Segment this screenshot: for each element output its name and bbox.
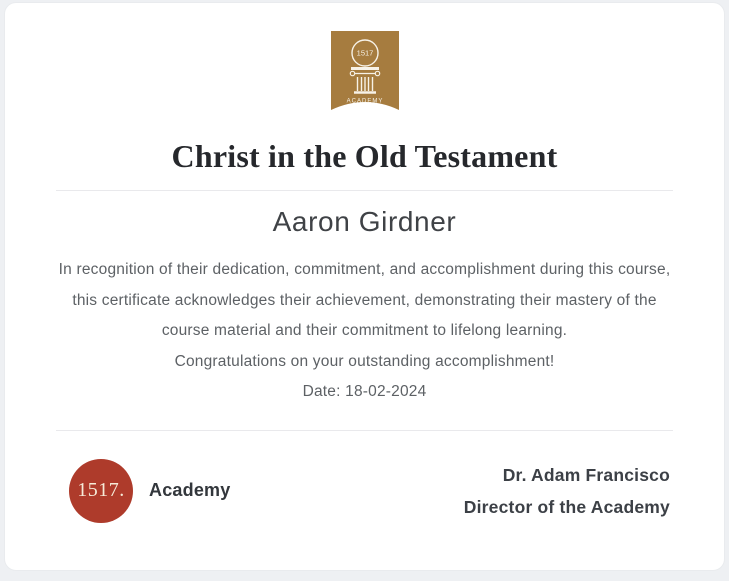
certificate-card [4,2,725,571]
signer-title: Director of the Academy [463,496,670,517]
pennant-ribbon-icon [331,31,399,112]
badge-circle-text: 1517 [356,48,373,58]
signer-name: Dr. Adam Francisco [502,464,670,485]
organization-name: Academy [149,480,231,500]
certificate-footer [5,459,724,523]
academy-badge [5,31,724,112]
bottom-divider [56,430,673,431]
course-title: Christ in the Old Testament [171,138,558,174]
top-divider [56,190,673,191]
recognition-text: In recognition of their dedication, commitment, and accomplishment during this course, this certificate acknowledges their achievement, demonstrating their mastery of the course material and their commitment to lifelong learning. [58,261,671,339]
signature-block [464,459,670,523]
recipient-name: Aaron Girdner [272,206,457,237]
certificate-date: Date: 18-02-2024 [302,383,427,400]
1517-logo-text: 1517. [77,479,125,501]
certificate-body [58,255,672,408]
badge-academy-label: ACADEMY [346,98,383,105]
1517-logo [69,459,133,523]
congratulations-text: Congratulations on your outstanding accomplishment! [174,352,555,370]
organization-block [69,459,230,523]
